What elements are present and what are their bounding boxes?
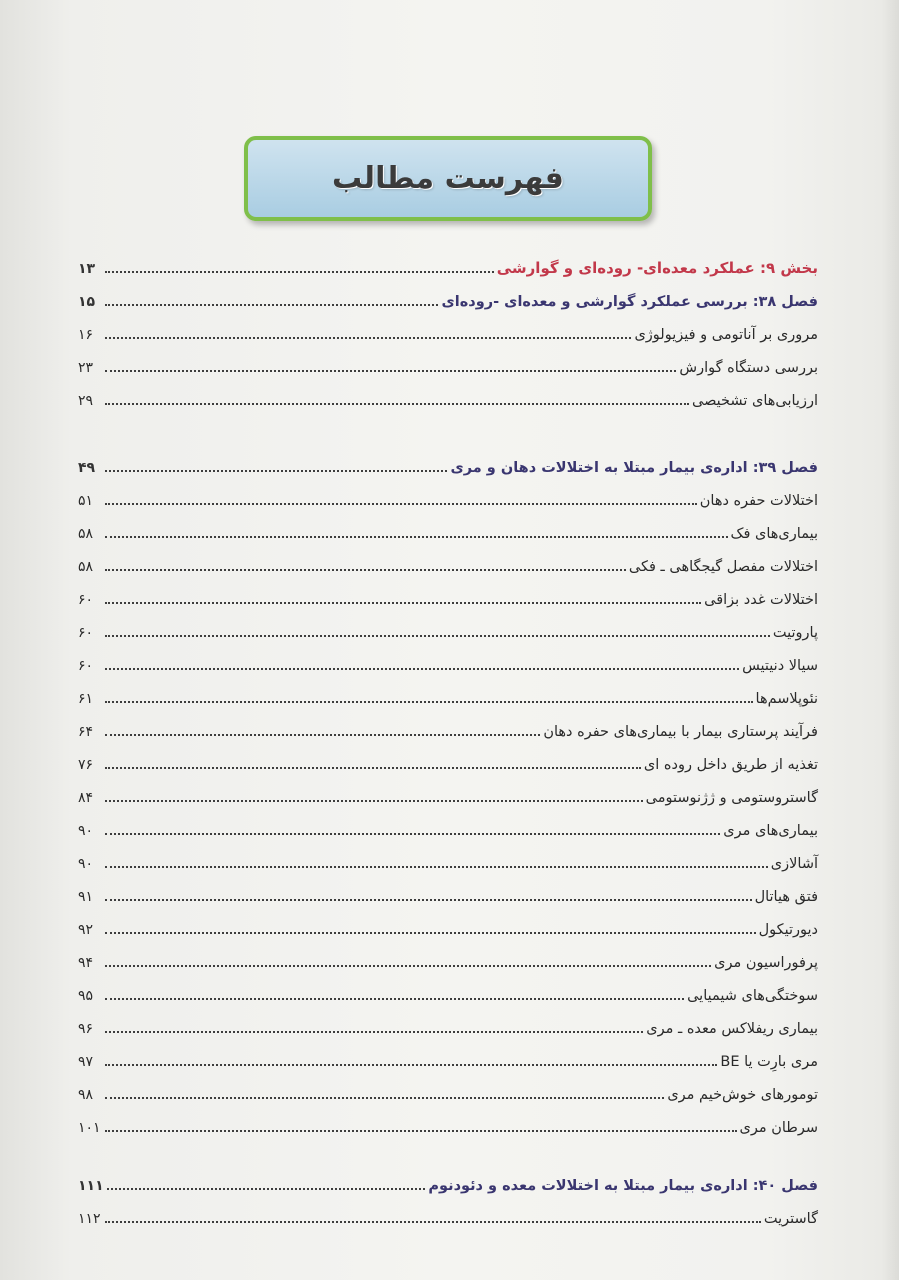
dot-leader (105, 965, 711, 967)
toc-entry-label: فصل ۳۸: بررسی عملکرد گوارشی و معده‌ای -روده‌ای (441, 294, 818, 310)
dot-leader (105, 503, 697, 505)
toc-entry-page: ۹۰ (78, 823, 94, 839)
toc-entry-label: سوختگی‌های شیمیایی (687, 988, 818, 1004)
toc-entry-label: تغذیه از طریق داخل روده ای (643, 757, 818, 773)
dot-leader (105, 833, 720, 835)
toc-entry-label: اختلالات غدد بزاقی (704, 592, 818, 608)
toc-entry-chapter-38[interactable] (78, 280, 818, 310)
toc-entry-page: ۶۱ (78, 691, 94, 707)
toc-entry-page: ۱۵ (78, 294, 96, 310)
dot-leader (105, 899, 752, 901)
toc-entry-page: ۹۷ (78, 1054, 94, 1070)
dot-leader (105, 635, 770, 637)
dot-leader (105, 734, 540, 736)
toc-entry-label: بیماری ریفلاکس معده ـ مری (646, 1021, 818, 1037)
toc-entry[interactable] (78, 974, 818, 1004)
toc-entry-label: فرآیند پرستاری بیمار با بیماری‌های حفره دهان (543, 724, 818, 740)
toc-entry[interactable] (78, 710, 818, 740)
toc-entry-page: ۹۱ (78, 889, 94, 905)
toc-entry-label: گاستریت (763, 1211, 818, 1227)
dot-leader (105, 1064, 717, 1066)
toc-entry[interactable] (78, 1007, 818, 1037)
toc-entry-label: اختلالات حفره دهان (699, 493, 818, 509)
dot-leader (105, 304, 438, 306)
dot-leader (105, 536, 728, 538)
toc-entry-chapter-40[interactable] (78, 1164, 818, 1194)
toc-entry[interactable] (78, 941, 818, 971)
toc-entry[interactable] (78, 908, 818, 938)
toc-entry-label: سیالا دنیتیس (742, 658, 818, 674)
toc-entry-label: گاستروستومی و ژژنوستومی (645, 790, 818, 806)
dot-leader (105, 403, 689, 405)
toc-entry-label: اختلالات مفصل گیجگاهی ـ فکی (628, 559, 818, 575)
toc-entry-page: ۱۱۱ (78, 1178, 104, 1194)
toc-entry[interactable] (78, 578, 818, 608)
toc-entry-page: ۷۶ (78, 757, 94, 773)
dot-leader (105, 602, 701, 604)
toc-entry[interactable] (78, 479, 818, 509)
toc-entry-label: ارزیابی‌های تشخیصی (692, 393, 818, 409)
page-title: فهرست مطالب (332, 161, 564, 196)
toc-entry-page: ۱۱۲ (78, 1211, 101, 1227)
dot-leader (105, 767, 641, 769)
toc-entry[interactable] (78, 743, 818, 773)
dot-leader (105, 800, 643, 802)
toc-entry-label: بیماری‌های مری (723, 823, 818, 839)
dot-leader (105, 998, 684, 1000)
toc-entry[interactable] (78, 313, 818, 343)
toc-entry[interactable] (78, 644, 818, 674)
dot-leader (105, 1031, 643, 1033)
toc-entry-label: نئوپلاسم‌ها (755, 691, 818, 707)
dot-leader (105, 569, 626, 571)
dot-leader (105, 470, 447, 472)
toc-entry[interactable] (78, 1106, 818, 1136)
dot-leader (105, 1097, 664, 1099)
toc-entry-label: سرطان مری (739, 1120, 818, 1136)
toc-entry-page: ۲۳ (78, 360, 94, 376)
toc-entry-label: پاروتیت (772, 625, 818, 641)
toc-entry[interactable] (78, 875, 818, 905)
toc-entry[interactable] (78, 1197, 818, 1227)
toc-entry[interactable] (78, 1073, 818, 1103)
toc-entry-page: ۵۸ (78, 526, 94, 542)
toc-entry[interactable] (78, 842, 818, 872)
toc-entry-page: ۲۹ (78, 393, 94, 409)
dot-leader (105, 271, 494, 273)
toc-entry[interactable] (78, 346, 818, 376)
toc-entry[interactable] (78, 512, 818, 542)
toc-entry[interactable] (78, 379, 818, 409)
toc-entry-page: ۱۶ (78, 327, 94, 343)
toc-entry-page: ۶۰ (78, 625, 94, 641)
toc-entry-page: ۴۹ (78, 460, 96, 476)
toc-entry[interactable] (78, 677, 818, 707)
toc-entry-chapter-39[interactable] (78, 446, 818, 476)
toc-entry[interactable] (78, 545, 818, 575)
toc-entry-label: مروری بر آناتومی و فیزیولوژی (634, 327, 818, 343)
dot-leader (105, 866, 768, 868)
toc-entry-label: دیورتیکول (758, 922, 818, 938)
toc-entry-label: بیماری‌های فک (730, 526, 818, 542)
dot-leader (105, 1130, 737, 1132)
toc-entry-page: ۵۱ (78, 493, 94, 509)
dot-leader (105, 337, 631, 339)
toc-entry[interactable] (78, 1040, 818, 1070)
toc-entry-page: ۹۰ (78, 856, 94, 872)
toc-entry-label: تومورهای خوش‌خیم مری (667, 1087, 818, 1103)
toc-entry-page: ۱۳ (78, 261, 96, 277)
toc-entry-label: فصل ۴۰: اداره‌ی بیمار مبتلا به اختلالات معده و دئودنوم (428, 1178, 818, 1194)
dot-leader (107, 1188, 426, 1190)
toc-entry-page: ۹۵ (78, 988, 94, 1004)
toc-entry-label: آشالازی (770, 856, 818, 872)
toc-entry-page: ۸۴ (78, 790, 94, 806)
toc-entry-label: پرفوراسیون مری (714, 955, 818, 971)
toc-entry-page: ۹۲ (78, 922, 94, 938)
toc-entry[interactable] (78, 611, 818, 641)
toc-entry-page: ۱۰۱ (78, 1120, 101, 1136)
toc-entry-label: فصل ۳۹: اداره‌ی بیمار مبتلا به اختلالات دهان و مری (450, 460, 818, 476)
dot-leader (105, 701, 753, 703)
toc-entry-page: ۹۴ (78, 955, 94, 971)
toc-entry-page: ۹۶ (78, 1021, 94, 1037)
dot-leader (105, 668, 739, 670)
toc-entry-page: ۶۴ (78, 724, 94, 740)
toc-entry-label: فتق هیاتال (754, 889, 818, 905)
toc-entry-page: ۶۰ (78, 658, 94, 674)
toc-entry-section-9[interactable] (78, 247, 818, 277)
dot-leader (105, 932, 756, 934)
toc-entry-page: ۶۰ (78, 592, 94, 608)
toc-entry[interactable] (78, 809, 818, 839)
toc-entry-page: ۵۸ (78, 559, 94, 575)
dot-leader (105, 1221, 761, 1223)
toc-entry-label: مری بارِت یا BE (720, 1054, 818, 1070)
toc-entry-label: بخش ۹: عملکرد معده‌ای- روده‌ای و گوارشی (496, 259, 818, 277)
toc-entry[interactable] (78, 776, 818, 806)
dot-leader (105, 370, 676, 372)
toc-entry-label: بررسی دستگاه گوارش (679, 360, 818, 376)
toc-entry-page: ۹۸ (78, 1087, 94, 1103)
